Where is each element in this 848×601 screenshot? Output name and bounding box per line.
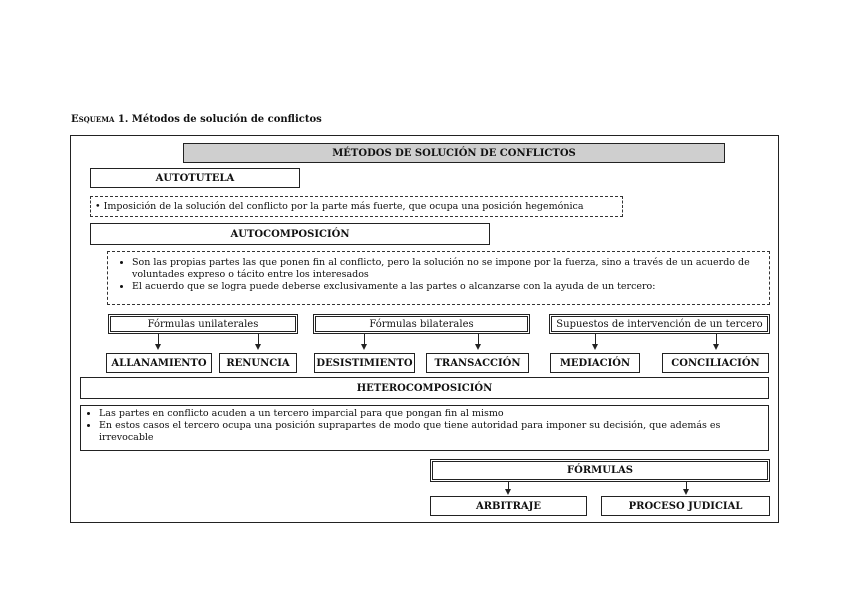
item-desistimiento: DESISTIMIENTO xyxy=(314,353,415,373)
group-bilateral-box: Fórmulas bilaterales xyxy=(313,314,530,334)
caption-prefix: Esquema xyxy=(71,114,115,125)
autotutela-description: • Imposición de la solución del conflicto por la parte más fuerte, que ocupa una posición hegemónica xyxy=(90,196,623,217)
item-allanamiento: ALLANAMIENTO xyxy=(106,353,212,373)
arrow-head xyxy=(255,344,261,350)
figure-caption xyxy=(71,114,322,125)
autocomposicion-description xyxy=(107,251,770,305)
caption-title: 1. Métodos de solución de conflictos xyxy=(114,114,322,125)
arrow-head xyxy=(713,344,719,350)
arrow-head xyxy=(475,344,481,350)
arrow-line xyxy=(595,334,596,344)
heterocomposicion-bullet: • En estos casos el tercero ocupa una posición suprapartes de modo que tiene autoridad para imponer su decisión, que además es irrevocable xyxy=(99,420,762,444)
heterocomposicion-title-box: HETEROCOMPOSICIÓN xyxy=(80,377,769,399)
main-title-box: MÉTODOS DE SOLUCIÓN DE CONFLICTOS xyxy=(183,143,725,163)
arrow-line xyxy=(258,334,259,344)
arrow-line xyxy=(716,334,717,344)
autocomposicion-title-box: AUTOCOMPOSICIÓN xyxy=(90,223,490,245)
item-arbitraje: ARBITRAJE xyxy=(430,496,587,516)
arrow-head xyxy=(683,489,689,495)
formulas-box: FÓRMULAS xyxy=(430,459,770,482)
arrow-line xyxy=(478,334,479,344)
arrow-line xyxy=(364,334,365,344)
autocomposicion-bullet: • Son las propias partes las que ponen fin al conflicto, pero la solución no se impone por la fuerza, sino a través de un acuerdo de voluntades expreso o tácito entre los interesados xyxy=(132,257,763,281)
autotutela-title-box: AUTOTUTELA xyxy=(90,168,300,188)
arrow-head xyxy=(155,344,161,350)
arrow-line xyxy=(158,334,159,344)
item-proceso-judicial: PROCESO JUDICIAL xyxy=(601,496,770,516)
autocomposicion-bullet: • El acuerdo que se logra puede deberse exclusivamente a las partes o alcanzarse con la ayuda de un tercero: xyxy=(132,281,763,293)
arrow-head xyxy=(361,344,367,350)
item-conciliacion: CONCILIACIÓN xyxy=(662,353,769,373)
item-transaccion: TRANSACCIÓN xyxy=(426,353,529,373)
item-mediacion: MEDIACIÓN xyxy=(550,353,640,373)
arrow-head xyxy=(505,489,511,495)
item-renuncia: RENUNCIA xyxy=(219,353,297,373)
heterocomposicion-description xyxy=(80,405,769,451)
group-unilateral-box: Fórmulas unilaterales xyxy=(108,314,298,334)
arrow-head xyxy=(592,344,598,350)
group-third-party-box: Supuestos de intervención de un tercero xyxy=(549,314,770,334)
heterocomposicion-bullet: • Las partes en conflicto acuden a un tercero imparcial para que pongan fin al mismo xyxy=(99,408,762,420)
